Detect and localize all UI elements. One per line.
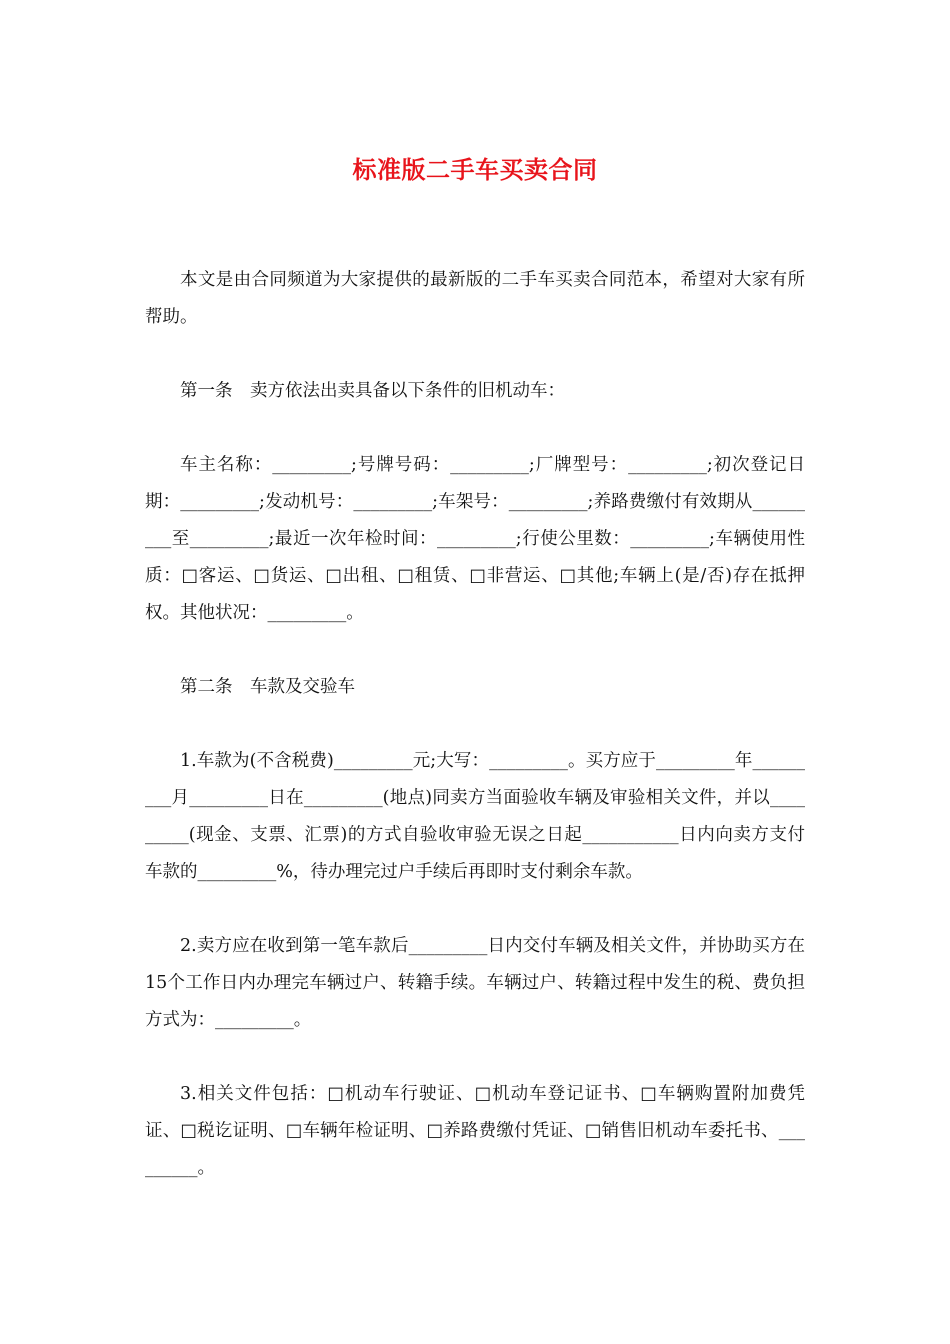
clause-2-paragraph: 2.卖方应在收到第一笔车款后_________日内交付车辆及相关文件，并协助买方在15个工作日内办理完车辆过户、转籍手续。车辆过户、转籍过程中发生的税、费负担方式为：_________。 [145, 936, 805, 1030]
document-body [145, 262, 805, 1224]
document-title: 标准版二手车买卖合同 [352, 155, 598, 184]
article-1-heading: 第一条 卖方依法出卖具备以下条件的旧机动车： [180, 381, 565, 401]
article-2-heading: 第二条 车款及交验车 [180, 677, 355, 697]
intro-paragraph: 本文是由合同频道为大家提供的最新版的二手车买卖合同范本，希望对大家有所帮助。 [145, 270, 805, 327]
clause-3-paragraph: 3.相关文件包括：□机动车行驶证、□机动车登记证书、□车辆购置附加费凭证、□税讫证明、□车辆年检证明、□养路费缴付凭证、□销售旧机动车委托书、_________。 [145, 1084, 805, 1178]
clause-1-paragraph: 1.车款为(不含税费)_________元;大写：_________。买方应于_________年_________月_________日在_________(地点)同卖方当面验收车辆及审验相关文件，并以_________(现金、支票、汇票)的方式自验收审验无误之日起___________日内向卖方支付车款的_________%，待办理完过户手续后再即时支付剩余车款。 [145, 751, 805, 882]
vehicle-info-paragraph: 车主名称：_________;号牌号码：_________;厂牌型号：_________;初次登记日期：_________;发动机号：_________;车架号：_________;养路费缴付有效期从_________至_________;最近一次年检时间：_________;行使公里数：_________;车辆使用性质：□客运、□货运、□出租、□租赁、□非营运、□其他;车辆上(是/否)存在抵押权。其他状况：_________。 [145, 455, 805, 623]
